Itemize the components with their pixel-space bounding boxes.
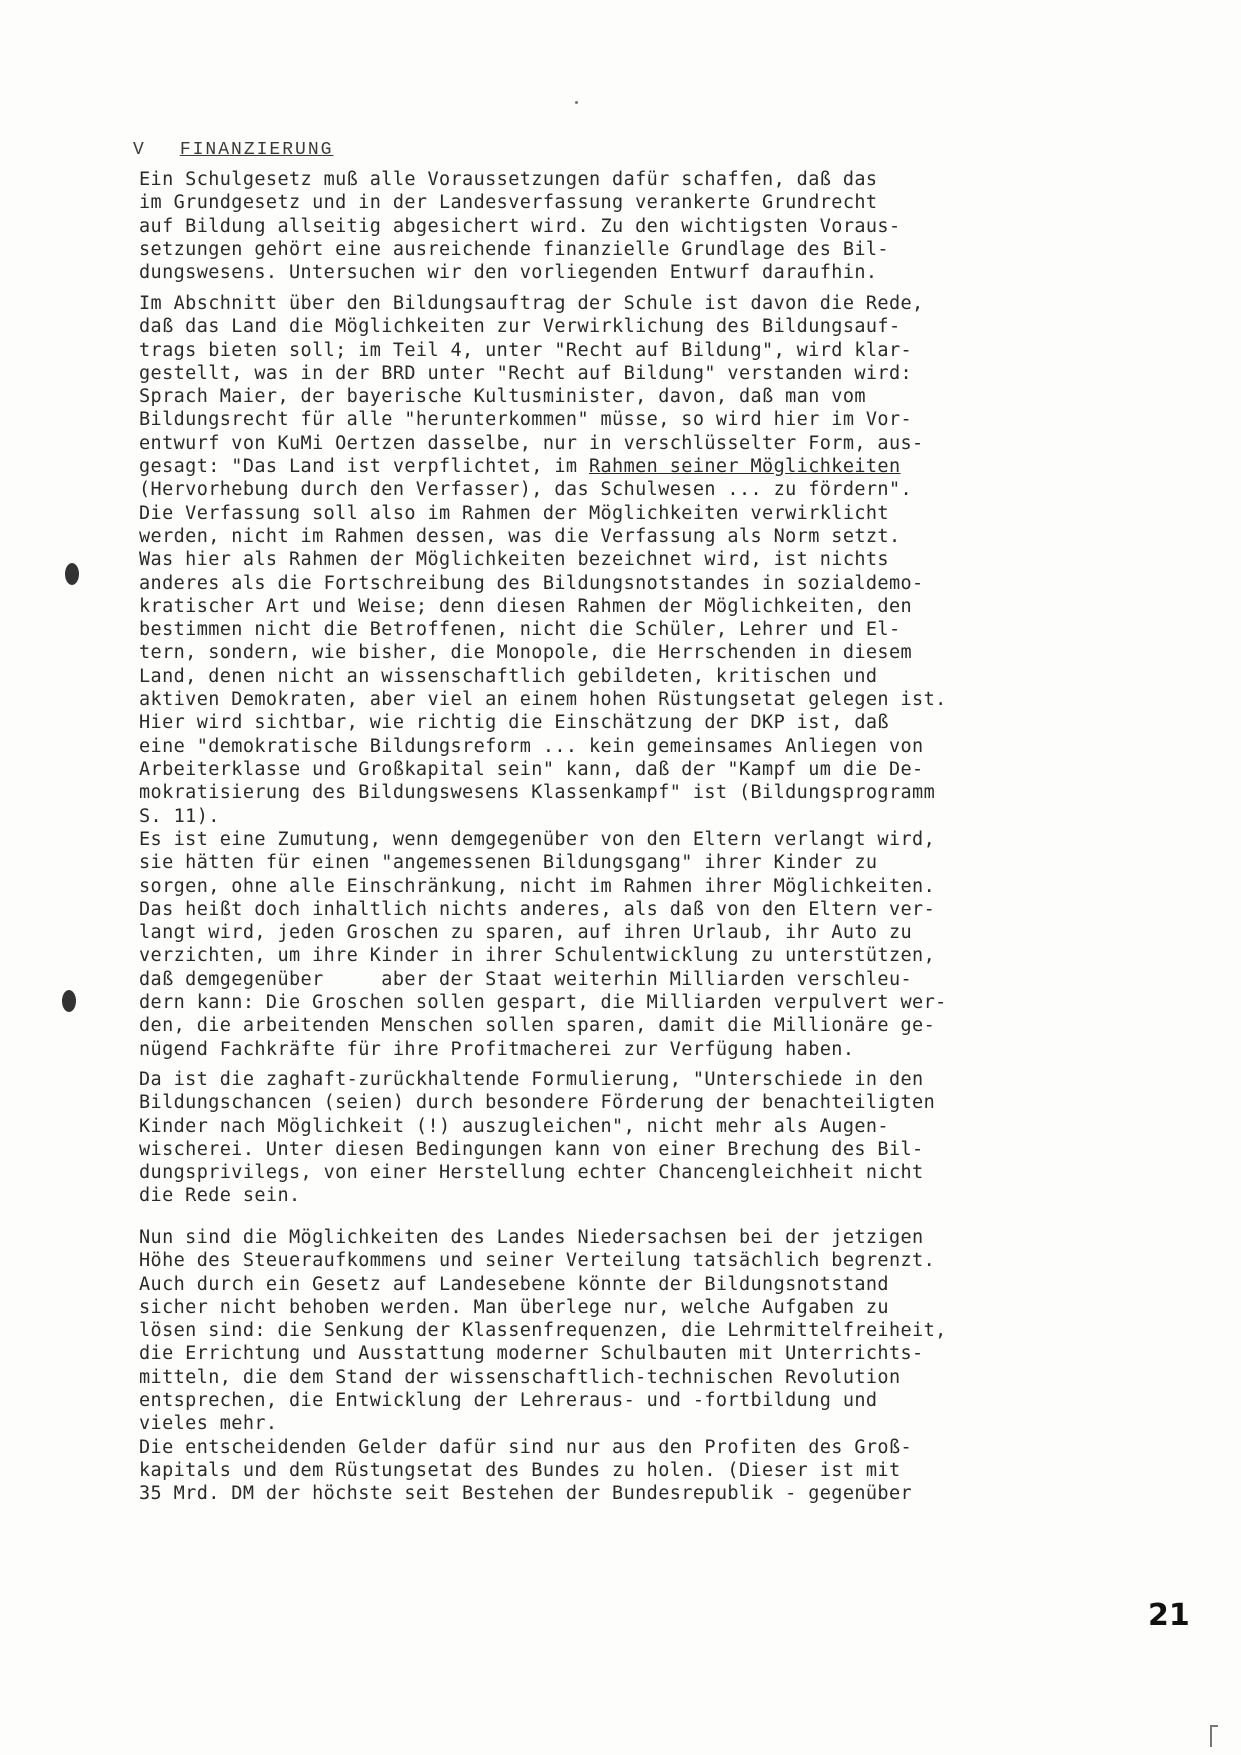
- paragraph-bildungsauftrag: [139, 292, 1139, 828]
- text-line: kapitals und dem Rüstungsetat des Bundes zu holen. (Dieser ist mit: [139, 1459, 901, 1481]
- text-line: bestimmen nicht die Betroffenen, nicht die Schüler, Lehrer und El-: [139, 619, 901, 641]
- text-line: Die Verfassung soll also im Rahmen der Möglichkeiten verwirklicht: [139, 502, 889, 524]
- speck-mark: [575, 101, 578, 104]
- text-line: wischerei. Unter diesen Bedingungen kann von einer Brechung des Bil-: [139, 1138, 924, 1160]
- text-line: langt wird, jeden Groschen zu sparen, auf ihren Urlaub, ihr Auto zu: [139, 922, 913, 944]
- section-heading: [133, 140, 333, 160]
- text-line: dern kann: Die Groschen sollen gespart, die Milliarden verpulvert wer-: [139, 992, 947, 1014]
- text-line: sicher nicht behoben werden. Man überlege nur, welche Aufgaben zu: [139, 1296, 889, 1318]
- text-line: Ein Schulgesetz muß alle Voraussetzungen dafür schaffen, daß das: [139, 169, 878, 190]
- text-line: daß das Land die Möglichkeiten zur Verwirklichung des Bildungsauf-: [139, 316, 901, 338]
- text-line: Was hier als Rahmen der Möglichkeiten bezeichnet wird, ist nichts: [139, 549, 889, 571]
- text-line: (Hervorhebung durch den Verfasser), das Schulwesen ... zu fördern".: [139, 479, 913, 501]
- text-line: vieles mehr.: [139, 1413, 278, 1435]
- text-line: trags bieten soll; im Teil 4, unter "Recht auf Bildung", wird klar-: [139, 339, 913, 361]
- text-line: werden, nicht im Rahmen dessen, was die Verfassung als Norm setzt.: [139, 525, 901, 547]
- text-line: mokratisierung des Bildungswesens Klassenkampf" ist (Bildungsprogramm: [139, 782, 936, 804]
- text-line: Land, denen nicht an wissenschaftlich gebildeten, kritischen und: [139, 665, 878, 687]
- text-line: entwurf von KuMi Oertzen dasselbe, nur in verschlüsselter Form, aus-: [139, 432, 924, 454]
- text-line: die Rede sein.: [139, 1185, 301, 1207]
- text-line: Auch durch ein Gesetz auf Landesebene könnte der Bildungsnotstand: [139, 1273, 889, 1295]
- text-line: Sprach Maier, der bayerische Kultusminister, davon, daß man vom: [139, 386, 866, 408]
- text-line: lösen sind: die Senkung der Klassenfrequenzen, die Lehrmittelfreiheit,: [139, 1320, 947, 1342]
- text-line: sorgen, ohne alle Einschränkung, nicht im Rahmen ihrer Möglichkeiten.: [139, 875, 936, 897]
- text-line: 35 Mrd. DM der höchste seit Bestehen der Bundesrepublik - gegenüber: [139, 1483, 913, 1505]
- text-line: Hier wird sichtbar, wie richtig die Einschätzung der DKP ist, daß: [139, 712, 889, 734]
- text-line: sie hätten für einen "angemessenen Bildungsgang" ihrer Kinder zu: [139, 852, 878, 874]
- text-line: dungsprivilegs, von einer Herstellung echter Chancengleichheit nicht: [139, 1162, 924, 1184]
- text-line: eine "demokratische Bildungsreform ... kein gemeinsames Anliegen von: [139, 735, 924, 757]
- text-line: Das heißt doch inhaltlich nichts anderes, als daß von den Eltern ver-: [139, 898, 936, 920]
- paragraph-augenwischerei: [139, 1068, 1139, 1208]
- text-line: aktiven Demokraten, aber viel an einem hohen Rüstungsetat gelegen ist.: [139, 689, 947, 711]
- text-line: daß demgegenüber aber der Staat weiterhin Milliarden verschleu-: [139, 968, 913, 990]
- underlined-emphasis: Rahmen seiner Möglichkeiten: [588, 456, 901, 478]
- text-line: nügend Fachkräfte für ihre Profitmacherei zur Verfügung haben.: [139, 1038, 855, 1060]
- text-line: verzichten, um ihre Kinder in ihrer Schulentwicklung zu unterstützen,: [139, 945, 936, 967]
- text-line: Es ist eine Zumutung, wenn demgegenüber von den Eltern verlangt wird,: [139, 829, 936, 850]
- text-line: den, die arbeitenden Menschen sollen sparen, damit die Millionäre ge-: [139, 1015, 936, 1037]
- paragraph-intro: [139, 168, 1139, 284]
- text-line: [139, 455, 1139, 478]
- text-line: dungswesens. Untersuchen wir den vorliegenden Entwurf daraufhin.: [139, 262, 878, 284]
- text-line: auf Bildung allseitig abgesichert wird. Zu den wichtigsten Voraus-: [139, 215, 901, 237]
- corner-mark: [1210, 1725, 1218, 1747]
- text-line: S. 11).: [139, 805, 220, 827]
- section-title: FINANZIERUNG: [179, 140, 334, 160]
- punch-hole-mark: [62, 990, 76, 1012]
- text-line: anderes als die Fortschreibung des Bildungsnotstandes in sozialdemo-: [139, 572, 924, 594]
- text-line: tern, sondern, wie bisher, die Monopole, die Herrschenden in diesem: [139, 642, 913, 664]
- text-line: Im Abschnitt über den Bildungsauftrag der Schule ist davon die Rede,: [139, 293, 924, 314]
- paragraph-moeglichkeiten-des-landes: [139, 1226, 1139, 1506]
- text-line: mitteln, die dem Stand der wissenschaftlich-technischen Revolution: [139, 1366, 901, 1388]
- page-number: 21: [1148, 1598, 1190, 1633]
- text-line: Die entscheidenden Gelder dafür sind nur aus den Profiten des Groß-: [139, 1436, 913, 1458]
- paragraph-zumutung: [139, 828, 1139, 1061]
- section-number: V: [133, 140, 146, 160]
- text-line: setzungen gehört eine ausreichende finanzielle Grundlage des Bil-: [139, 238, 889, 260]
- text-line: Bildungschancen (seien) durch besondere Förderung der benachteiligten: [139, 1092, 936, 1114]
- text-line: Kinder nach Möglichkeit (!) auszugleichen", nicht mehr als Augen-: [139, 1115, 889, 1137]
- text-segment: gesagt: "Das Land ist verpflichtet, im: [139, 456, 589, 478]
- text-line: Höhe des Steueraufkommens und seiner Verteilung tatsächlich begrenzt.: [139, 1250, 936, 1272]
- text-line: Arbeiterklasse und Großkapital sein" kann, daß der "Kampf um die De-: [139, 758, 924, 780]
- text-line: im Grundgesetz und in der Landesverfassung verankerte Grundrecht: [139, 192, 878, 214]
- text-line: kratischer Art und Weise; denn diesen Rahmen der Möglichkeiten, den: [139, 595, 913, 617]
- text-line: Bildungsrecht für alle "herunterkommen" müsse, so wird hier im Vor-: [139, 409, 913, 431]
- text-line: die Errichtung und Ausstattung moderner Schulbauten mit Unterrichts-: [139, 1343, 924, 1365]
- text-line: Da ist die zaghaft-zurückhaltende Formulierung, "Unterschiede in den: [139, 1069, 924, 1090]
- text-line: Nun sind die Möglichkeiten des Landes Niedersachsen bei der jetzigen: [139, 1227, 924, 1248]
- text-line: gestellt, was in der BRD unter "Recht auf Bildung" verstanden wird:: [139, 362, 913, 384]
- text-line: entsprechen, die Entwicklung der Lehreraus- und -fortbildung und: [139, 1390, 878, 1412]
- punch-hole-mark: [65, 563, 79, 585]
